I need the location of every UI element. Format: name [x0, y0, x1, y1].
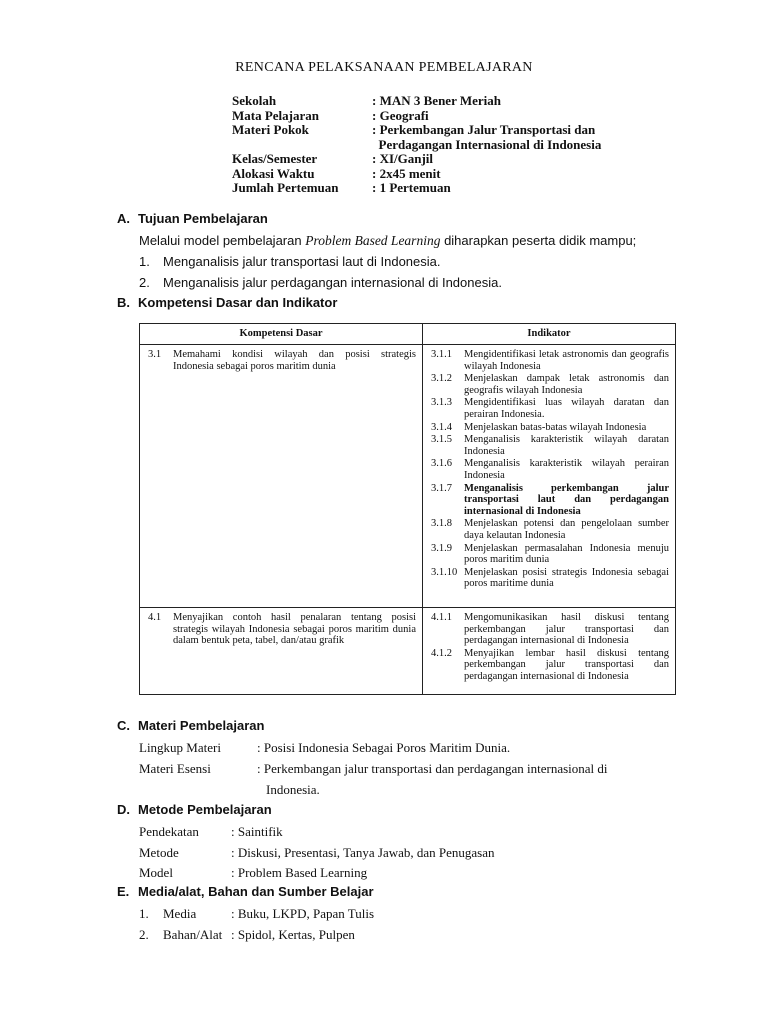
media-item: 2. Bahan/Alat : Spidol, Kertas, Pulpen	[139, 927, 355, 942]
section-a-heading: A. Tujuan Pembelajaran	[117, 211, 268, 226]
info-row-materi-cont: Perdagangan Internasional di Indonesia	[372, 136, 602, 152]
indicator-item: 3.1.4 Menjelaskan batas-batas wilayah Indonesia	[431, 421, 647, 433]
section-e-heading: E. Media/alat, Bahan dan Sumber Belajar	[117, 884, 374, 899]
indicator-item: 3.1.3 Mengidentifikasi luas wilayah daratan dan perairan Indonesia.	[431, 397, 669, 420]
materi-lingkup: Lingkup Materi : Posisi Indonesia Sebagai Poros Maritim Dunia.	[139, 740, 511, 755]
table-header-row	[140, 324, 676, 345]
metode-model: Model : Problem Based Learning	[139, 865, 368, 880]
info-row-mapel: Mata Pelajaran : Geografi	[232, 107, 429, 123]
indicator-item: 3.1.8 Menjelaskan potensi dan pengelolaan sumber daya kelautan Indonesia	[431, 518, 669, 541]
indicator-item: 3.1.1 Mengidentifikasi letak astronomis dan geografis wilayah Indonesia	[431, 349, 669, 372]
indicator-item: 4.1.2 Menyajikan lembar hasil diskusi tentang perkembangan jalur transportasi dan perdagangan internasional di Indonesia	[431, 647, 669, 682]
materi-esensi: Materi Esensi : Perkembangan jalur transportasi dan perdagangan internasional di	[139, 761, 608, 776]
info-row-materi: Materi Pokok : Perkembangan Jalur Transportasi dan	[232, 122, 596, 137]
section-d-heading: D. Metode Pembelajaran	[117, 802, 272, 817]
indicator-item: 3.1.6 Menganalisis karakteristik wilayah perairan Indonesia	[431, 458, 669, 481]
table-row	[140, 608, 676, 695]
info-row-alokasi: Alokasi Waktu : 2x45 menit	[232, 165, 441, 181]
indicator-item-highlighted: 3.1.7 Menganalisis perkembangan jalur transportasi laut dan perdagangan internasional di Indonesia	[431, 482, 669, 517]
section-a-item: 2. Menganalisis jalur perdagangan internasional di Indonesia.	[139, 275, 502, 290]
indicator-cell	[423, 345, 676, 608]
section-c-heading: C. Materi Pembelajaran	[117, 718, 265, 733]
media-item: 1. Media : Buku, LKPD, Papan Tulis	[139, 906, 375, 921]
document-title: RENCANA PELAKSANAAN PEMBELAJARAN	[235, 60, 533, 75]
materi-esensi-cont: Indonesia.	[266, 782, 320, 797]
indicator-item: 4.1.1 Mengomunikasikan hasil diskusi tentang perkembangan jalur transportasi dan perdagangan internasional di Indonesia	[431, 612, 669, 647]
indicator-item: 3.1.5 Menganalisis karakteristik wilayah daratan Indonesia	[431, 434, 669, 457]
kd-cell: 3.1 Memahami kondisi wilayah dan posisi strategis Indonesia sebagai poros maritim dunia	[140, 345, 423, 608]
table-header-kd: Kompetensi Dasar	[140, 324, 423, 345]
indicator-item: 3.1.2 Menjelaskan dampak letak astronomis dan geografis wilayah Indonesia	[431, 373, 669, 396]
table-row	[140, 345, 676, 608]
info-row-pertemuan: Jumlah Pertemuan : 1 Pertemuan	[232, 180, 451, 195]
metode-metode: Metode : Diskusi, Presentasi, Tanya Jawab, dan Penugasan	[139, 845, 495, 860]
section-a-intro: Melalui model pembelajaran Problem Based Learning diharapkan peserta didik mampu;	[139, 233, 637, 248]
info-row-sekolah: Sekolah : MAN 3 Bener Meriah	[232, 93, 502, 108]
table-header-indikator: Indikator	[423, 324, 676, 345]
kd-cell: 4.1 Menyajikan contoh hasil penalaran tentang posisi strategis wilayah Indonesia sebagai poros maritim dunia dalam bentuk peta, tabel, dan/atau grafik	[140, 608, 423, 695]
metode-pendekatan: Pendekatan : Saintifik	[139, 824, 283, 839]
identity-block	[232, 94, 642, 196]
indicator-cell	[423, 608, 676, 695]
info-row-kelas: Kelas/Semester : XI/Ganjil	[232, 151, 434, 166]
section-b-heading: B. Kompetensi Dasar dan Indikator	[117, 295, 338, 310]
indicator-item: 3.1.10 Menjelaskan posisi strategis Indonesia sebagai poros maritime dunia	[431, 566, 669, 590]
kd-indicator-table	[139, 323, 676, 695]
indicator-item: 3.1.9 Menjelaskan permasalahan Indonesia menuju poros maritim dunia	[431, 542, 669, 566]
section-a-item: 1. Menganalisis jalur transportasi laut di Indonesia.	[139, 254, 441, 269]
